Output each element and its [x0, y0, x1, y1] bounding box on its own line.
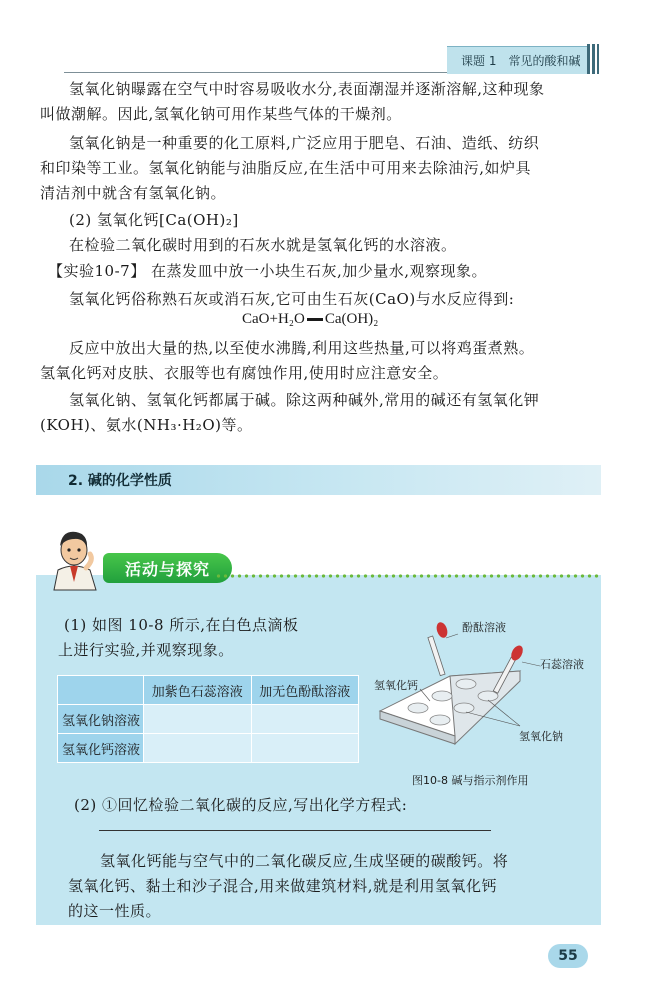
header-decoration [587, 44, 601, 74]
header-topic: 课题 1 [461, 54, 497, 68]
paragraph-line: 氢氧化钠曝露在空气中时容易吸收水分,表面潮湿并逐渐溶解,这种现象 [69, 80, 545, 98]
label-litmus: 石蕊溶液 [540, 658, 584, 671]
paragraph-line: 反应中放出大量的热,以至使水沸腾,利用这些热量,可以将鸡蛋煮熟。 [69, 339, 535, 357]
activity-header [103, 553, 232, 583]
equation-reactants: CaO+H₂O [242, 311, 305, 327]
experiment-text: 在蒸发皿中放一小块生石灰,加少量水,观察现象。 [150, 262, 488, 280]
activity-title: 活动与探究 [125, 559, 211, 579]
table-header-cell: 加无色酚酞溶液 [251, 676, 359, 705]
table-header-cell: 加紫色石蕊溶液 [144, 676, 252, 705]
table-cell[interactable] [144, 705, 252, 734]
observation-table [57, 675, 359, 763]
figure-caption: 图10-8 碱与指示剂作用 [412, 774, 529, 787]
table-row [58, 705, 359, 734]
paragraph-line: 氢氧化钙俗称熟石灰或消石灰,它可由生石灰(CaO)与水反应得到: [69, 290, 515, 308]
table-row-label: 氢氧化钠溶液 [58, 705, 144, 734]
page-number: 55 [548, 944, 588, 968]
table-cell[interactable] [251, 734, 359, 763]
table-header-cell [58, 676, 144, 705]
paragraph-line: (KOH)、氨水(NH₃·H₂O)等。 [40, 416, 253, 434]
student-illustration [40, 522, 110, 592]
running-header [447, 46, 587, 74]
experiment-label: 【实验10-7】 [48, 262, 146, 280]
table-row-label: 氢氧化钙溶液 [58, 734, 144, 763]
chemical-equation [242, 311, 378, 328]
activity-question-2: (2) ①回忆检验二氧化碳的反应,写出化学方程式: [74, 796, 408, 814]
activity-note-line: 的这一性质。 [68, 902, 162, 920]
header-rule [64, 72, 494, 73]
table-row [58, 734, 359, 763]
activity-note-line: 氢氧化钙能与空气中的二氧化碳反应,生成坚硬的碳酸钙。将 [100, 852, 509, 870]
label-phenolphthalein: 酚酞溶液 [462, 621, 506, 634]
paragraph-line: 清洁剂中就含有氢氧化钠。 [40, 184, 227, 202]
answer-line[interactable] [99, 830, 491, 831]
header-title: 常见的酸和碱 [508, 54, 581, 68]
table-cell[interactable] [144, 734, 252, 763]
paragraph-line: 在检验二氧化碳时用到的石灰水就是氢氧化钙的水溶液。 [69, 236, 457, 254]
paragraph-line: 氢氧化钠、氢氧化钙都属于碱。除这两种碱外,常用的碱还有氢氧化钾 [69, 391, 540, 409]
section-title: 2. 碱的化学性质 [68, 473, 172, 489]
table-header-row [58, 676, 359, 705]
table-cell[interactable] [251, 705, 359, 734]
activity-question-1-cont: 上进行实验,并观察现象。 [58, 641, 234, 659]
paragraph-line: 氢氧化钙对皮肤、衣服等也有腐蚀作用,使用时应注意安全。 [40, 364, 449, 382]
subheading-calcium-hydroxide: (2) 氢氧化钙[Ca(OH)₂] [69, 211, 239, 229]
section-heading [36, 465, 601, 495]
activity-note-line: 氢氧化钙、黏土和沙子混合,用来做建筑材料,就是利用氢氧化钙 [68, 877, 498, 895]
equation-product: Ca(OH)₂ [324, 311, 379, 327]
paragraph-line: 和印染等工业。氢氧化钠能与油脂反应,在生活中可用来去除油污,如炉具 [40, 159, 532, 177]
activity-question-1: (1) 如图 10-8 所示,在白色点滴板 [64, 616, 299, 634]
activity-dotted-line [215, 574, 600, 578]
experiment-10-7 [48, 259, 588, 284]
paragraph-line: 叫做潮解。因此,氢氧化钠可用作某些气体的干燥剂。 [40, 105, 402, 123]
equation-arrow [307, 318, 323, 321]
label-calcium-hydroxide: 氢氧化钙 [374, 679, 418, 692]
label-sodium-hydroxide: 氢氧化钠 [519, 730, 563, 743]
paragraph-line: 氢氧化钠是一种重要的化工原料,广泛应用于肥皂、石油、造纸、纺织 [69, 134, 540, 152]
